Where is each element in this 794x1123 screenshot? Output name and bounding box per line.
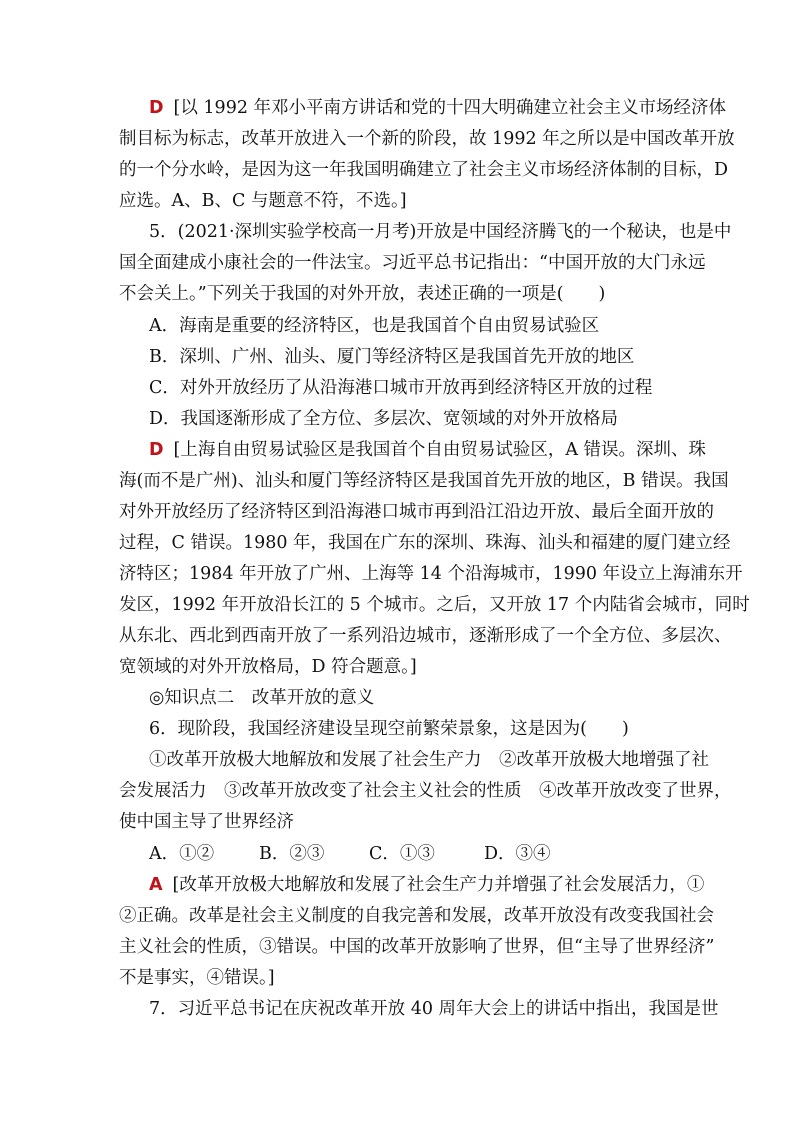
text-line: 主义社会的性质，③错误。中国的改革开放影响了世界，但“主导了世界经济” (119, 937, 715, 957)
answer-line (0, 873, 794, 897)
answer-line (0, 96, 794, 120)
option-d: D．我国逐渐形成了全方位、多层次、宽领域的对外开放格局 (149, 409, 619, 429)
text-line: 应选。A、B、C 与题意不符，不选。] (119, 191, 407, 211)
text-line: 不是事实，④错误。] (119, 968, 275, 988)
option-d: D．③④ (484, 844, 551, 864)
text-line: 发区，1992 年开放沿长江的 5 个城市。之后，又开放 17 个内陆省会城市，同时 (119, 595, 750, 615)
text-line: 对外开放经历了经济特区到沿海港口城市再到沿江沿边开放、最后全面开放的 (119, 502, 714, 522)
text-line: 的一个分水岭，是因为这一年我国明确建立了社会主义市场经济体制的目标，D (119, 160, 729, 180)
text-line: [上海自由贸易试验区是我国首个自由贸易试验区，A 错误。深圳、珠 (173, 440, 707, 460)
text-line: 使中国主导了世界经济 (119, 812, 294, 832)
option-b: B．②③ (259, 844, 325, 864)
text-line: 不会关上。”下列关于我国的对外开放，表述正确的一项是( ) (119, 284, 606, 304)
answer-letter: D (149, 98, 164, 118)
text-line: 宽领域的对外开放格局，D 符合题意。] (119, 657, 417, 677)
answer-letter: A (149, 875, 163, 895)
option-c: C．对外开放经历了从沿海港口城市开放再到经济特区开放的过程 (149, 378, 653, 398)
text-line: ②正确。改革是社会主义制度的自我完善和发展，改革开放没有改变我国社会 (119, 906, 714, 926)
text-line: 国全面建成小康社会的一件法宝。习近平总书记指出：“中国开放的大门永远 (119, 253, 706, 273)
text-line: 制目标为标志，改革开放进入一个新的阶段，故 1992 年之所以是中国改革开放 (119, 129, 735, 149)
text-line: 海(而不是广州)、汕头和厦门等经济特区是我国首先开放的地区，B 错误。我国 (119, 471, 729, 491)
text-line: 济特区；1984 年开放了广州、上海等 14 个沿海城市，1990 年设立上海浦东开 (119, 564, 743, 584)
question-7-stem: 7．习近平总书记在庆祝改革开放 40 周年大会上的讲话中指出，我国是世 (149, 999, 719, 1019)
option-c: C．①③ (369, 844, 435, 864)
section-heading: ◎知识点二 改革开放的意义 (149, 688, 375, 708)
answer-letter: D (149, 440, 164, 460)
answer-line (0, 438, 794, 462)
options-row (0, 842, 794, 866)
option-a: A．①② (149, 844, 215, 864)
question-6-stem: 6．现阶段，我国经济建设呈现空前繁荣景象，这是因为( ) (149, 719, 629, 739)
text-line: [改革开放极大地解放和发展了社会生产力并增强了社会发展活力，① (172, 875, 705, 895)
text-line: 过程，C 错误。1980 年，我国在广东的深圳、珠海、汕头和福建的厦门建立经 (119, 533, 731, 553)
text-line: ①改革开放极大地解放和发展了社会生产力 ②改革开放极大地增强了社 (149, 750, 709, 770)
option-b: B．深圳、广州、汕头、厦门等经济特区是我国首先开放的地区 (149, 347, 635, 367)
text-line: 从东北、西北到西南开放了一系列沿边城市，逐渐形成了一个全方位、多层次、 (119, 626, 732, 646)
text-line: 会发展活力 ③改革开放改变了社会主义社会的性质 ④改革开放改变了世界， (119, 781, 732, 801)
question-5-stem: 5．(2021·深圳实验学校高一月考)开放是中国经济腾飞的一个秘诀，也是中 (149, 222, 732, 242)
text-line: [以 1992 年邓小平南方讲话和党的十四大明确建立社会主义市场经济体 (173, 98, 727, 118)
option-a: A．海南是重要的经济特区，也是我国首个自由贸易试验区 (149, 316, 600, 336)
